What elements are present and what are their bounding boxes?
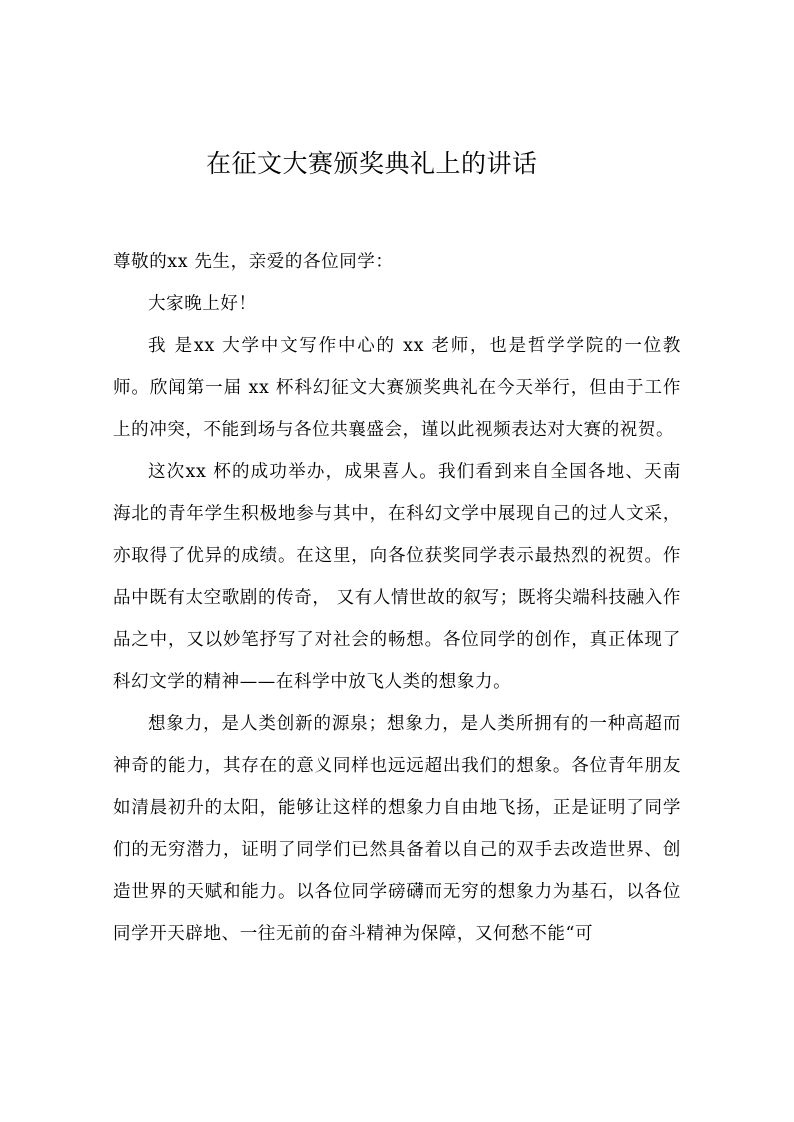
document-body (113, 241, 681, 955)
paragraph-congratulations: 这次xx 杯的成功举办，成果喜人。我们看到来自全国各地、天南海北的青年学生积极地参与其中，在科幻文学中展现自己的过人文采，亦取得了优异的成绩。在这里，向各位获奖同学表示最热烈的祝贺。作品中既有太空歌剧的传奇， 又有人情世故的叙写；既将尖端科技融入作品之中，又以妙笔抒写了对社会的畅想。各位同学的创作，真正体现了科幻文学的精神——在科学中放飞人类的想象力。 (113, 462, 681, 692)
paragraph-greeting: 大家晚上好！ (148, 294, 257, 314)
page-title: 在征文大赛颁奖典礼上的讲话 (206, 149, 538, 178)
document-content (113, 0, 681, 955)
paragraph-introduction: 我 是xx 大学中文写作中心的 xx 老师，也是哲学学院的一位教师。欣闻第一届 xx 杯科幻征文大赛颁奖典礼在今天举行，但由于工作上的冲突，不能到场与各位共襄盛会，谨以此视频表达对大赛的祝贺。 (113, 336, 681, 440)
paragraph-imagination: 想象力，是人类创新的源泉；想象力，是人类所拥有的一种高超而神奇的能力，其存在的意义同样也远远超出我们的想象。各位青年朋友如清晨初升的太阳，能够让这样的想象力自由地飞扬，正是证明了同学们的无穷潜力，证明了同学们已然具备着以自己的双手去改造世界、创造世界的天赋和能力。以各位同学磅礴而无穷的想象力为基石，以各位同学开天辟地、一往无前的奋斗精神为保障，又何愁不能“可 (113, 714, 681, 944)
paragraph-salutation: 尊敬的xx 先生，亲爱的各位同学： (113, 252, 394, 272)
